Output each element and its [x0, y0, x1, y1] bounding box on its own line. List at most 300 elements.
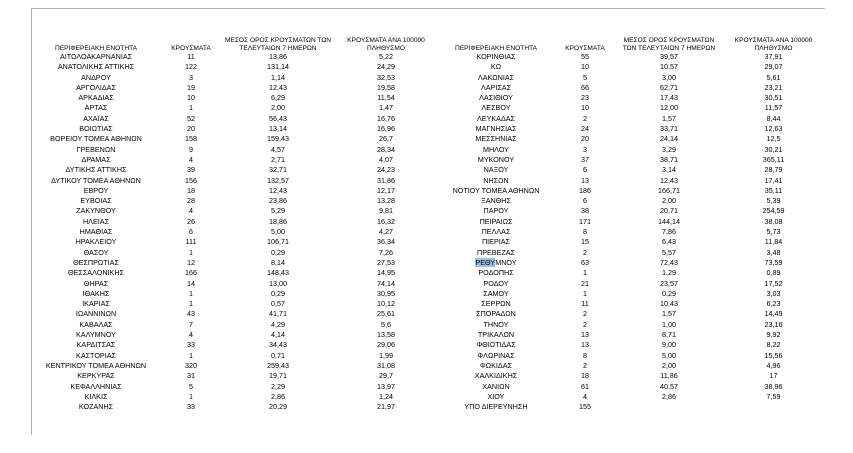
- per100k-cell: 74,14: [377, 278, 395, 288]
- table-row: [32, 299, 825, 309]
- cases-cell: 122: [185, 62, 197, 72]
- region-name: ΦΩΚΙΔΑΣ: [480, 360, 512, 370]
- avg7-cell: 5,57: [662, 247, 676, 257]
- avg7-cell: 13,00: [269, 278, 287, 288]
- per100k-cell: 254,59: [762, 206, 785, 216]
- cases-cell: 6: [583, 196, 587, 206]
- table-row: [32, 186, 825, 196]
- region-name: ΜΕΣΣΗΝΙΑΣ: [475, 134, 517, 144]
- region-name: ΚΑΒΑΛΑΣ: [79, 319, 113, 329]
- avg7-cell: 3,14: [662, 165, 676, 175]
- table-row: [32, 361, 825, 371]
- per100k-cell: 24,23: [377, 165, 395, 175]
- region-name: ΔΡΑΜΑΣ: [81, 154, 111, 164]
- table-row: [32, 248, 825, 258]
- avg7-cell: 8,71: [662, 330, 676, 340]
- avg7-cell: 33,71: [660, 124, 678, 134]
- table-row: [32, 351, 825, 361]
- selected-text: ΡΕΘΥ: [475, 257, 496, 267]
- per100k-cell: 12,17: [377, 185, 395, 195]
- cases-cell: 63: [581, 257, 589, 267]
- avg7-cell: 40,57: [660, 381, 678, 391]
- per100k-cell: 13,28: [377, 196, 395, 206]
- avg7-cell: 106,71: [267, 237, 289, 247]
- table-row: [32, 114, 825, 124]
- cases-cell: 28: [187, 196, 195, 206]
- cases-cell: 1: [189, 247, 193, 257]
- avg7-cell: 2,86: [271, 391, 285, 401]
- avg7-cell: 131,14: [267, 62, 289, 72]
- header-cases-left: ΚΡΟΥΣΜΑΤΑ: [171, 44, 211, 52]
- table-row: [32, 93, 825, 103]
- table-row: [32, 237, 825, 247]
- avg7-cell: 0,29: [662, 288, 676, 298]
- region-name: ΥΠΟ ΔΙΕΡΕΥΝΗΣΗ: [464, 402, 528, 412]
- cases-cell: 111: [185, 237, 197, 247]
- region-name: ΝΑΞΟΥ: [483, 165, 509, 175]
- cases-cell: 4: [583, 391, 587, 401]
- region-name: ΑΧΑΪΑΣ: [83, 113, 109, 123]
- region-name: ΜΥΚΟΝΟΥ: [477, 154, 515, 164]
- avg7-cell: 41,71: [269, 309, 287, 319]
- cases-cell: 12: [187, 257, 195, 267]
- cases-table: [32, 9, 825, 412]
- avg7-cell: 0,71: [271, 350, 285, 360]
- cases-cell: 24: [581, 124, 589, 134]
- per100k-cell: 19,58: [377, 82, 395, 92]
- per100k-cell: 11,54: [377, 93, 395, 103]
- avg7-cell: 8,14: [271, 257, 285, 267]
- avg7-cell: 12,43: [660, 175, 678, 185]
- cases-cell: 38: [581, 206, 589, 216]
- cases-cell: 2: [583, 360, 587, 370]
- table-row: [32, 52, 825, 62]
- table-body: [32, 52, 825, 412]
- avg7-cell: 2,00: [662, 360, 676, 370]
- per100k-cell: 17: [769, 371, 778, 381]
- avg7-cell: 4,29: [271, 319, 285, 329]
- cases-cell: 10: [187, 93, 195, 103]
- region-name: ΛΑΣΙΘΙΟΥ: [479, 93, 513, 103]
- cases-cell: 13: [581, 330, 589, 340]
- table-row: [32, 124, 825, 134]
- region-name: ΑΝΔΡΟΥ: [81, 72, 111, 82]
- per100k-cell: 38,08: [764, 216, 783, 226]
- per100k-cell: 21,97: [377, 402, 395, 412]
- region-name: ΜΑΓΝΗΣΙΑΣ: [475, 124, 517, 134]
- per100k-cell: 1,99: [379, 350, 393, 360]
- region-name: ΠΙΕΡΙΑΣ: [481, 237, 510, 247]
- region-name: ΚΑΣΤΟΡΙΑΣ: [76, 350, 116, 360]
- avg7-cell: 5,00: [662, 350, 676, 360]
- table-row: [32, 206, 825, 216]
- per100k-cell: 26,7: [379, 134, 393, 144]
- avg7-cell: 12,43: [269, 82, 287, 92]
- avg7-cell: 166,71: [658, 185, 680, 195]
- table-row: [32, 62, 825, 72]
- per100k-cell: 7,26: [379, 247, 393, 257]
- region-name: ΝΗΣΩΝ: [483, 175, 509, 185]
- per100k-cell: 5,61: [766, 72, 781, 82]
- region-name: ΠΕΙΡΑΙΩΣ: [479, 216, 513, 226]
- region-name: ΑΙΤΩΛΟΑΚΑΡΝΑΝΙΑΣ: [59, 52, 133, 61]
- per100k-cell: 73,59: [764, 257, 783, 267]
- avg7-cell: 1,29: [662, 268, 676, 278]
- avg7-cell: 62,71: [660, 82, 678, 92]
- avg7-cell: 2,86: [662, 391, 676, 401]
- cases-cell: 66: [581, 82, 589, 92]
- table-row: [32, 83, 825, 93]
- table-row: [32, 217, 825, 227]
- per100k-cell: 3,03: [766, 288, 781, 298]
- avg7-cell: 5,29: [271, 206, 285, 216]
- per100k-cell: 17,52: [764, 278, 783, 288]
- table-row: [32, 134, 825, 144]
- cases-cell: 2: [583, 309, 587, 319]
- cases-cell: 11: [581, 299, 589, 309]
- header-per100k-right: ΚΡΟΥΣΜΑΤΑ ΑΝΑ 100000 ΠΛΗΘΥΣΜΟ: [734, 37, 813, 52]
- avg7-cell: 13,86: [269, 52, 287, 61]
- cases-cell: 18: [581, 371, 589, 381]
- per100k-cell: 5,22: [379, 52, 393, 61]
- per100k-cell: 30,51: [764, 93, 783, 103]
- per100k-cell: 29,06: [377, 340, 395, 350]
- per100k-cell: 5,73: [766, 227, 781, 237]
- avg7-cell: 6,43: [662, 237, 676, 247]
- per100k-cell: 23,21: [764, 82, 783, 92]
- avg7-cell: 3,29: [662, 144, 676, 154]
- table-row: [32, 165, 825, 175]
- per100k-cell: 38,96: [764, 381, 783, 391]
- avg7-cell: 1,57: [662, 309, 676, 319]
- per100k-cell: 5,6: [381, 319, 391, 329]
- header-per100k-left: ΚΡΟΥΣΜΑΤΑ ΑΝΑ 100000 ΠΛΗΘΥΣΜΟ: [347, 37, 425, 52]
- region-name: ΞΑΝΘΗΣ: [481, 196, 511, 206]
- region-name: ΔΥΤΙΚΗΣ ΑΤΤΙΚΗΣ: [65, 165, 127, 175]
- cases-cell: 37: [581, 154, 589, 164]
- avg7-cell: 20,71: [660, 206, 678, 216]
- region-name: ΡΟΔΟΥ: [483, 278, 509, 288]
- avg7-cell: 2,71: [271, 154, 285, 164]
- cases-cell: 19: [187, 82, 195, 92]
- region-name: ΚΟΖΑΝΗΣ: [78, 402, 114, 412]
- avg7-cell: 13,14: [269, 124, 287, 134]
- avg7-cell: 17,43: [660, 93, 678, 103]
- table-row: [32, 176, 825, 186]
- avg7-cell: 259,43: [267, 360, 289, 370]
- avg7-cell: 20,29: [269, 402, 287, 412]
- per100k-cell: 27,53: [377, 257, 395, 267]
- per100k-cell: 3,48: [766, 247, 781, 257]
- cases-cell: 5: [189, 381, 193, 391]
- cases-cell: 9: [189, 144, 193, 154]
- per100k-cell: 16,96: [377, 124, 395, 134]
- table-row: [32, 371, 825, 381]
- cases-cell: 156: [185, 175, 197, 185]
- region-name: ΙΚΑΡΙΑΣ: [82, 299, 110, 309]
- region-name: ΚΑΡΔΙΤΣΑΣ: [76, 340, 116, 350]
- cases-cell: 3: [583, 144, 587, 154]
- avg7-cell: 11,86: [660, 371, 678, 381]
- cases-cell: 2: [583, 319, 587, 329]
- avg7-cell: 0,29: [271, 247, 285, 257]
- avg7-cell: 9,00: [662, 340, 676, 350]
- region-name: ΘΕΣΠΡΩΤΙΑΣ: [73, 257, 119, 267]
- cases-cell: 14: [187, 278, 195, 288]
- per100k-cell: 29,07: [764, 62, 783, 72]
- cases-cell: 55: [581, 52, 589, 61]
- cases-cell: 7: [189, 319, 193, 329]
- region-name: ΙΘΑΚΗΣ: [82, 288, 110, 298]
- avg7-cell: 38,71: [660, 154, 678, 164]
- avg7-cell: 34,43: [269, 340, 287, 350]
- cases-cell: 13: [581, 340, 589, 350]
- cases-cell: 52: [187, 113, 195, 123]
- region-name: ΤΗΝΟΥ: [483, 319, 509, 329]
- cases-cell: 33: [187, 340, 195, 350]
- per100k-cell: 12,5: [766, 134, 781, 144]
- cases-cell: 2: [583, 113, 587, 123]
- avg7-cell: 1,14: [271, 72, 285, 82]
- table-row: [32, 227, 825, 237]
- avg7-cell: 12,00: [660, 103, 678, 113]
- table-row: [32, 402, 825, 412]
- avg7-cell: 2,29: [271, 381, 285, 391]
- region-name: ΠΑΡΟΥ: [483, 206, 509, 216]
- region-name: ΑΡΓΟΛΙΔΑΣ: [76, 82, 116, 92]
- cases-cell: 8: [583, 350, 587, 360]
- avg7-cell: [616, 402, 722, 412]
- table-row: [32, 258, 825, 268]
- region-name: ΡΟΔΟΠΗΣ: [478, 268, 514, 278]
- table-row: [32, 279, 825, 289]
- cases-cell: 20: [581, 134, 589, 144]
- cases-cell: 1: [583, 288, 587, 298]
- region-name: ΗΜΑΘΙΑΣ: [79, 227, 113, 237]
- region-name: ΚΕΦΑΛΛΗΝΙΑΣ: [70, 381, 122, 391]
- table-row: [32, 320, 825, 330]
- region-name: ΠΡΕΒΕΖΑΣ: [477, 247, 515, 257]
- table-row: [32, 145, 825, 155]
- table-row: [32, 268, 825, 278]
- cases-cell: 1: [189, 299, 193, 309]
- per100k-cell: 10,12: [377, 299, 395, 309]
- per100k-cell: 16,76: [377, 113, 395, 123]
- per100k-cell: 28,34: [377, 144, 395, 154]
- avg7-cell: 0,29: [271, 288, 285, 298]
- per100k-cell: 365,11: [762, 154, 785, 164]
- per100k-cell: 6,23: [766, 299, 781, 309]
- per100k-cell: 12,63: [764, 124, 783, 134]
- table-row: [32, 392, 825, 402]
- header-cases-right: ΚΡΟΥΣΜΑΤΑ: [565, 44, 605, 52]
- cases-cell: 1: [189, 391, 193, 401]
- per100k-cell: 29,7: [379, 371, 393, 381]
- avg7-cell: 2,00: [271, 103, 285, 113]
- per100k-cell: 13,58: [377, 330, 395, 340]
- cases-cell: 13: [581, 175, 589, 185]
- cases-cell: 158: [185, 134, 197, 144]
- region-name: ΑΡΚΑΔΙΑΣ: [78, 93, 114, 103]
- cases-cell: 166: [185, 268, 197, 278]
- region-name: [438, 258, 554, 268]
- avg7-cell: 10,57: [660, 62, 678, 72]
- table-row: [32, 330, 825, 340]
- cases-cell: 10: [581, 103, 589, 113]
- table-row: [32, 73, 825, 83]
- region-name: ΒΟΙΩΤΙΑΣ: [79, 124, 113, 134]
- per100k-cell: 31,86: [377, 175, 395, 185]
- region-name: ΗΡΑΚΛΕΙΟΥ: [75, 237, 117, 247]
- cases-cell: 18: [187, 185, 195, 195]
- region-name: ΑΡΤΑΣ: [84, 103, 108, 113]
- region-name: ΕΥΒΟΙΑΣ: [80, 196, 112, 206]
- cases-cell: 10: [581, 62, 589, 72]
- per100k-cell: 4,07: [379, 154, 393, 164]
- region-name: ΝΟΤΙΟΥ ΤΟΜΕΑ ΑΘΗΝΩΝ: [452, 185, 540, 195]
- region-name: ΛΑΚΩΝΙΑΣ: [477, 72, 515, 82]
- per100k-cell: 11,57: [764, 103, 783, 113]
- avg7-cell: 7,86: [662, 227, 676, 237]
- avg7-cell: 10,43: [660, 299, 678, 309]
- region-name: ΕΒΡΟΥ: [83, 185, 109, 195]
- region-name: ΦΘΙΩΤΙΔΑΣ: [476, 340, 516, 350]
- cases-cell: 33: [187, 402, 195, 412]
- region-name: ΑΝΑΤΟΛΙΚΗΣ ΑΤΤΙΚΗΣ: [57, 62, 135, 72]
- region-name: ΙΩΑΝΝΙΝΩΝ: [75, 309, 117, 319]
- avg7-cell: 4,14: [271, 330, 285, 340]
- cases-cell: 11: [187, 52, 195, 61]
- avg7-cell: 0,57: [271, 299, 285, 309]
- table-row: [32, 155, 825, 165]
- cases-cell: 5: [583, 72, 587, 82]
- per100k-cell: 8,44: [766, 113, 781, 123]
- avg7-cell: 56,43: [269, 113, 287, 123]
- per100k-cell: 28,79: [764, 165, 783, 175]
- avg7-cell: 3,00: [662, 72, 676, 82]
- region-name: ΚΟΡΙΝΘΙΑΣ: [476, 52, 516, 61]
- region-name-rest: ΜΝΟΥ: [495, 257, 517, 267]
- region-name: ΒΟΡΕΙΟΥ ΤΟΜΕΑ ΑΘΗΝΩΝ: [50, 134, 142, 144]
- cases-cell: 3: [189, 72, 193, 82]
- spreadsheet: [31, 8, 825, 435]
- header-row: [32, 9, 825, 52]
- per100k-cell: [722, 402, 825, 412]
- per100k-cell: 35,11: [764, 185, 783, 195]
- avg7-cell: 72,43: [660, 257, 678, 267]
- avg7-cell: 39,57: [660, 52, 678, 61]
- region-name: ΤΡΙΚΑΛΩΝ: [477, 330, 515, 340]
- avg7-cell: 5,00: [271, 227, 285, 237]
- per100k-cell: 25,61: [377, 309, 395, 319]
- avg7-cell: 18,86: [269, 216, 287, 226]
- per100k-cell: 23,16: [764, 319, 783, 329]
- cases-cell: 21: [581, 278, 589, 288]
- cases-cell: 155: [579, 402, 591, 412]
- cases-cell: 8: [583, 227, 587, 237]
- cases-cell: 1: [583, 268, 587, 278]
- per100k-cell: 14,49: [764, 309, 783, 319]
- avg7-cell: 32,71: [269, 165, 287, 175]
- avg7-cell: 12,43: [269, 185, 287, 195]
- cases-cell: 1: [189, 103, 193, 113]
- region-name: ΧΑΛΚΙΔΙΚΗΣ: [474, 371, 518, 381]
- cases-cell: 6: [583, 165, 587, 175]
- cases-cell: 4: [189, 206, 193, 216]
- avg7-cell: 4,57: [271, 144, 285, 154]
- table-row: [32, 382, 825, 392]
- per100k-cell: 30,21: [764, 144, 783, 154]
- region-name: ΚΑΛΥΜΝΟΥ: [76, 330, 116, 340]
- per100k-cell: 8,22: [766, 340, 781, 350]
- cases-cell: 6: [189, 227, 193, 237]
- per100k-cell: 13,97: [377, 381, 395, 391]
- per100k-cell: 7,59: [766, 391, 781, 401]
- cases-cell: 15: [581, 237, 589, 247]
- avg7-cell: 23,86: [269, 196, 287, 206]
- cases-cell: 1: [189, 350, 193, 360]
- cases-cell: 2: [583, 247, 587, 257]
- per100k-cell: 1,24: [379, 391, 393, 401]
- region-name: ΛΑΡΙΣΑΣ: [480, 82, 512, 92]
- per100k-cell: 0,89: [766, 268, 781, 278]
- header-region-right: ΠΕΡΙΦΕΡΕΙΑΚΗ ΕΝΟΤΗΤΑ: [454, 44, 538, 52]
- region-name: ΧΑΝΙΩΝ: [482, 381, 510, 391]
- per100k-cell: 9,92: [766, 330, 781, 340]
- region-name: ΣΕΡΡΩΝ: [481, 299, 511, 309]
- region-name: ΖΑΚΥΝΘΟΥ: [76, 206, 116, 216]
- region-name: ΚΕΝΤΡΙΚΟΥ ΤΟΜΕΑ ΑΘΗΝΩΝ: [45, 360, 147, 370]
- table-row: [32, 196, 825, 206]
- region-name: ΚΩ: [490, 62, 502, 72]
- avg7-cell: 148,43: [267, 268, 289, 278]
- table-row: [32, 309, 825, 319]
- region-name: ΗΛΕΙΑΣ: [82, 216, 110, 226]
- per100k-cell: 24,29: [377, 62, 395, 72]
- per100k-cell: 1,47: [379, 103, 393, 113]
- region-name: ΣΠΟΡΑΔΩΝ: [476, 309, 516, 319]
- cases-cell: 43: [187, 309, 195, 319]
- table-row: [32, 103, 825, 113]
- region-name: ΘΕΣΣΑΛΟΝΙΚΗΣ: [68, 268, 124, 278]
- region-name: ΔΥΤΙΚΟΥ ΤΟΜΕΑ ΑΘΗΝΩΝ: [51, 175, 141, 185]
- region-name: ΧΙΟΥ: [487, 391, 505, 401]
- cases-cell: 20: [187, 124, 195, 134]
- avg7-cell: 2,00: [662, 196, 676, 206]
- region-name: ΘΗΡΑΣ: [83, 278, 109, 288]
- per100k-cell: 5,39: [766, 196, 781, 206]
- region-name: ΓΡΕΒΕΝΩΝ: [76, 144, 116, 154]
- table-row: [32, 340, 825, 350]
- per100k-cell: 11,84: [764, 237, 783, 247]
- cases-cell: 4: [189, 154, 193, 164]
- region-name: ΚΙΛΚΙΣ: [84, 391, 108, 401]
- avg7-cell: 23,57: [660, 278, 678, 288]
- avg7-cell: 1,00: [662, 319, 676, 329]
- cases-cell: 39: [187, 165, 195, 175]
- region-name: ΦΛΩΡΙΝΑΣ: [477, 350, 515, 360]
- cases-cell: 31: [187, 371, 195, 381]
- region-name: ΛΕΥΚΑΔΑΣ: [476, 113, 515, 123]
- region-name: ΛΕΣΒΟΥ: [481, 103, 511, 113]
- avg7-cell: 159,43: [267, 134, 289, 144]
- per100k-cell: 4,96: [766, 360, 781, 370]
- per100k-cell: 9,81: [379, 206, 393, 216]
- region-name: ΘΑΣΟΥ: [83, 247, 109, 257]
- region-name: ΜΗΛΟΥ: [483, 144, 509, 154]
- per100k-cell: 37,91: [764, 52, 783, 61]
- cases-cell: 61: [581, 381, 589, 391]
